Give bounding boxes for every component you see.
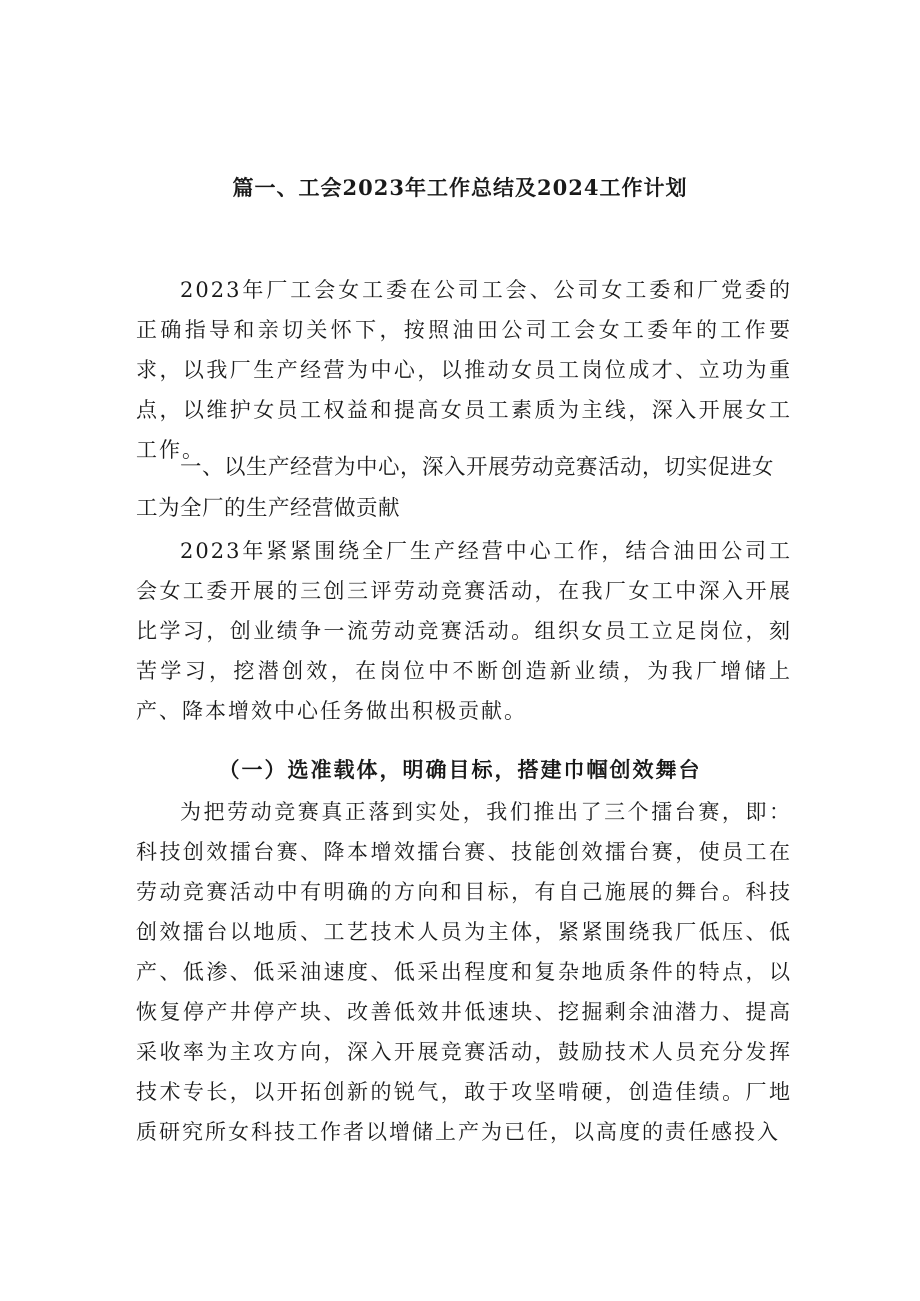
subsection-heading: （一）选准载体，明确目标，搭建巾帼创效舞台 xyxy=(218,757,702,782)
document-title: 篇一、工会2023年工作总结及2024工作计划 xyxy=(232,175,688,200)
intro-paragraph: 2023年厂工会女工委在公司工会、公司女工委和厂党委的正确指导和亲切关怀下，按照油田公司工会女工委年的工作要求，以我厂生产经营为中心，以推动女员工岗位成才、立功为重点，以维护女员工权益和提高女员工素质为主线，深入开展女工工作。 xyxy=(136,278,792,462)
subsection-paragraph: 为把劳动竞赛真正落到实处，我们推出了三个擂台赛，即：科技创效擂台赛、降本增效擂台赛、技能创效擂台赛，使员工在劳动竞赛活动中有明确的方向和目标，有自己施展的舞台。科技创效擂台以地质、工艺技术人员为主体，紧紧围绕我厂低压、低产、低渗、低采油速度、低采出程度和复杂地质条件的特点，以恢复停产井停产块、改善低效井低速块、挖掘剩余油潜力、提高采收率为主攻方向，深入开展竞赛活动，鼓励技术人员充分发挥技术专长，以开拓创新的锐气，敢于攻坚啃硬，创造佳绩。厂地质研究所女科技工作者以增储上产为已任，以高度的责任感投入 xyxy=(136,800,792,1144)
section-paragraph: 2023年紧紧围绕全厂生产经营中心工作，结合油田公司工会女工委开展的三创三评劳动竞赛活动，在我厂女工中深入开展比学习，创业绩争一流劳动竞赛活动。组织女员工立足岗位，刻苦学习，挖潜创效，在岗位中不断创造新业绩，为我厂增储上产、降本增效中心任务做出积极贡献。 xyxy=(136,539,792,723)
section-heading: 一、以生产经营为中心，深入开展劳动竞赛活动，切实促进女工为全厂的生产经营做贡献 xyxy=(136,455,775,521)
